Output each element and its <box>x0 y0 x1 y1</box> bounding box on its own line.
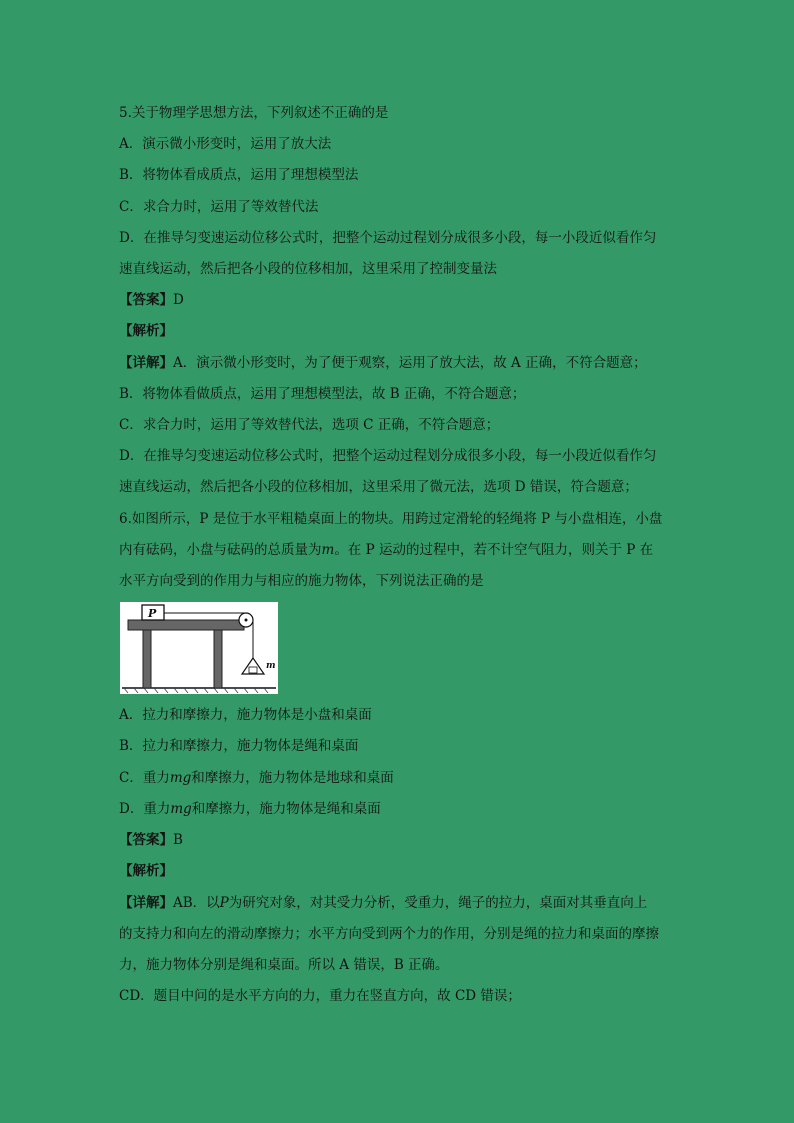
q6-detail-line1-part2: 为研究对象，对其受力分析，受重力，绳子的拉力，桌面对其垂直向上 <box>228 895 648 911</box>
q6-detail-var-p: P <box>219 895 229 911</box>
q6-answer <box>119 832 183 848</box>
q6-option-d-part1: D．重力 <box>119 801 171 817</box>
q6-answer-label: 【答案】 <box>119 832 173 848</box>
q6-detail-line1 <box>119 895 647 911</box>
q6-stem-line2-part1: 内有砝码，小盘与砝码的总质量为 <box>119 542 322 558</box>
q6-detail-label: 【详解】 <box>119 895 173 911</box>
q5-answer-value: D <box>173 292 184 308</box>
q5-detail-line2: B．将物体看做质点，运用了理想模型法，故 B 正确，不符合题意； <box>119 386 526 402</box>
q6-detail-line2: 的支持力和向左的滑动摩擦力；水平方向受到两个力的作用，分别是绳的拉力和桌面的摩擦 <box>119 926 659 942</box>
q6-stem-line3: 水平方向受到的作用力与相应的施力物体，下列说法正确的是 <box>119 573 484 589</box>
q6-stem-line1: 6.如图所示，P 是位于水平粗糙桌面上的物块。用跨过定滑轮的轻绳将 P 与小盘相连，小盘 <box>119 511 663 527</box>
q6-figure <box>120 602 278 694</box>
q6-answer-value: B <box>173 832 183 848</box>
q5-detail-label: 【详解】 <box>119 355 173 371</box>
q6-option-d <box>119 801 381 817</box>
q6-option-c-part1: C．重力 <box>119 770 170 786</box>
q6-detail-line1-part1: AB．以 <box>173 895 220 911</box>
q5-stem: 5.关于物理学思想方法，下列叙述不正确的是 <box>119 105 389 121</box>
q5-detail-text: A．演示微小形变时，为了便于观察，运用了放大法，故 A 正确，不符合题意； <box>173 355 647 371</box>
block-p-label: P <box>148 607 157 620</box>
q6-stem-line2 <box>119 542 653 558</box>
q6-option-a: A．拉力和摩擦力，施力物体是小盘和桌面 <box>119 707 372 723</box>
table-leg-right <box>214 630 222 688</box>
q6-detail-line3: 力，施力物体分别是绳和桌面。所以 A 错误，B 正确。 <box>119 957 449 973</box>
q5-option-a: A．演示微小形变时，运用了放大法 <box>119 136 332 152</box>
pulley-axle <box>245 619 248 622</box>
q5-detail-line3: C．求合力时，运用了等效替代法，选项 C 正确，不符合题意； <box>119 417 500 433</box>
q6-detail-line4: CD．题目中问的是水平方向的力，重力在竖直方向，故 CD 错误； <box>119 988 521 1004</box>
q6-option-c-var: mg <box>169 770 192 786</box>
q5-analysis-label: 【解析】 <box>119 323 173 339</box>
q6-option-d-part2: 和摩擦力，施力物体是绳和桌面 <box>191 801 381 817</box>
weight-in-pan <box>249 667 257 673</box>
q6-stem-mass-var: m <box>321 542 335 558</box>
q5-answer-label: 【答案】 <box>119 292 173 308</box>
q6-option-c-part2: 和摩擦力，施力物体是地球和桌面 <box>191 770 394 786</box>
q5-answer <box>119 292 184 308</box>
q5-detail-line4: D．在推导匀变速运动位移公式时，把整个运动过程划分成很多小段，每一小段近似看作匀 <box>119 448 657 464</box>
mass-label: m <box>266 661 276 671</box>
q5-detail-line5: 速直线运动，然后把各小段的位移相加，这里采用了微元法，选项 D 错误，符合题意； <box>119 479 638 495</box>
q5-option-d-line2: 速直线运动，然后把各小段的位移相加，这里采用了控制变量法 <box>119 261 497 277</box>
table-leg-left <box>143 630 151 688</box>
pulley-table-diagram <box>120 602 278 694</box>
q5-option-b: B．将物体看成质点，运用了理想模型法 <box>119 167 359 183</box>
q6-option-d-var: mg <box>170 801 192 817</box>
table-top <box>128 620 244 630</box>
q6-option-c <box>119 770 394 786</box>
q6-stem-line2-part2: 。在 P 运动的过程中，若不计空气阻力，则关于 P 在 <box>334 542 654 558</box>
q6-analysis-label: 【解析】 <box>119 863 173 879</box>
q5-option-c: C．求合力时，运用了等效替代法 <box>119 199 319 215</box>
q5-detail-line1 <box>119 355 647 371</box>
q5-option-d-line1: D．在推导匀变速运动位移公式时，把整个运动过程划分成很多小段，每一小段近似看作匀 <box>119 230 657 246</box>
q6-option-b: B．拉力和摩擦力，施力物体是绳和桌面 <box>119 738 359 754</box>
